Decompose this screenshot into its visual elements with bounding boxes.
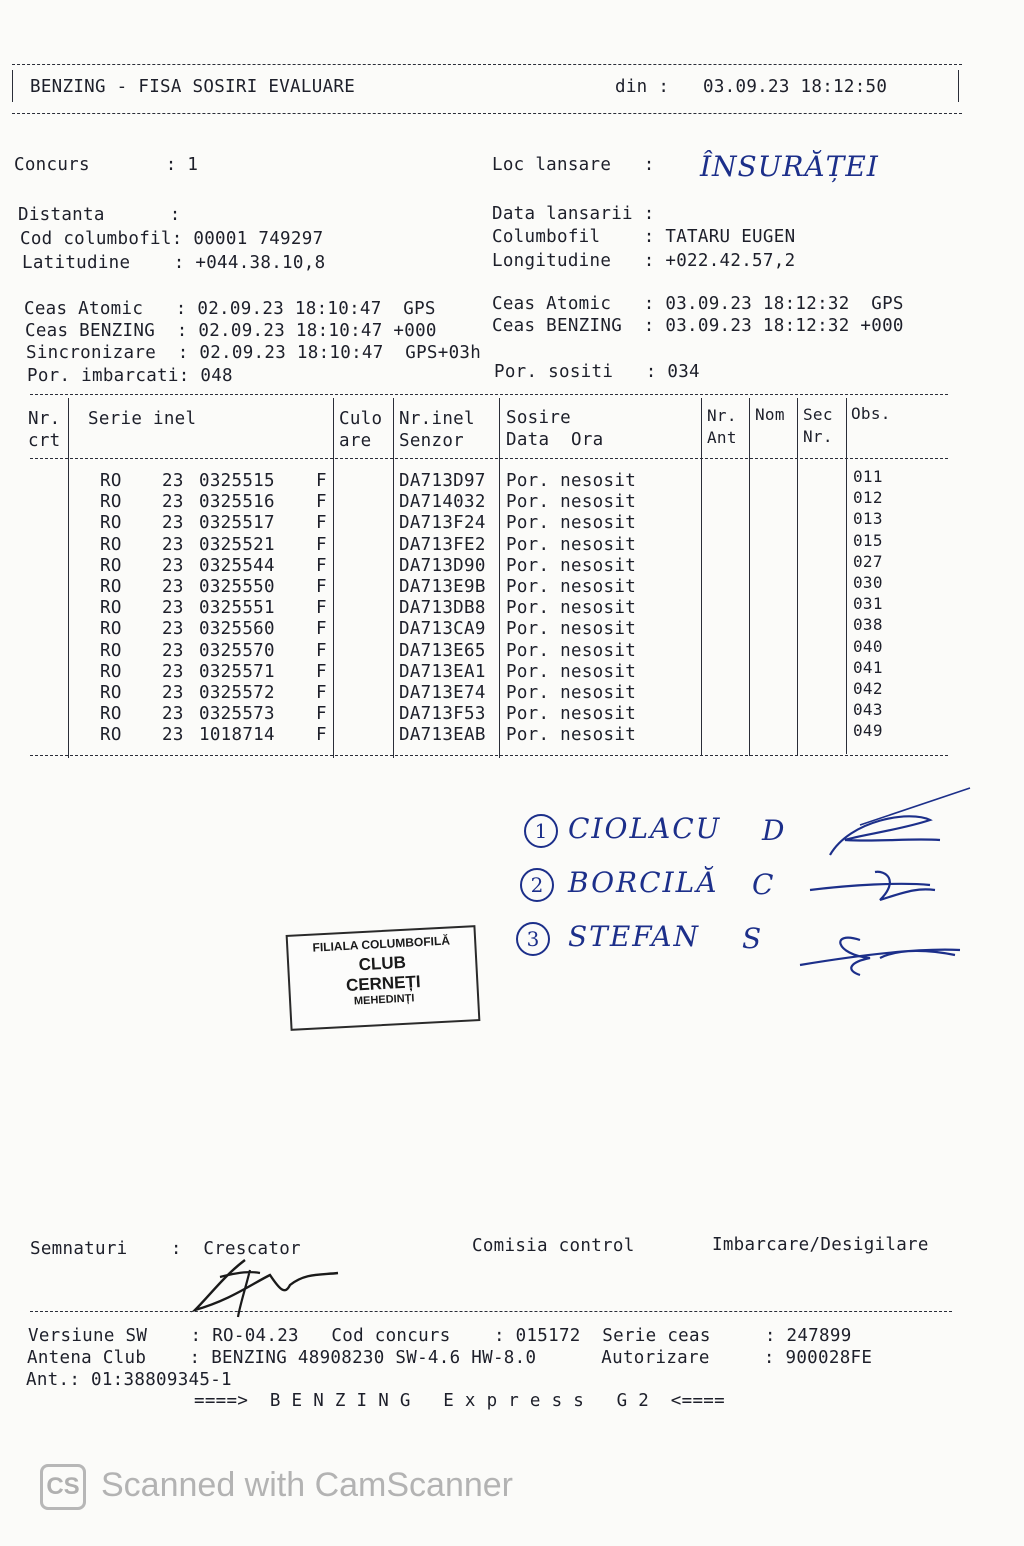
header-data-ora: Data Ora — [506, 430, 604, 450]
date-label: din : — [615, 77, 670, 97]
obs-cell: 043 — [853, 700, 883, 720]
ring-year-cell: 23 — [162, 683, 184, 703]
sex-cell: F — [316, 704, 327, 725]
ring-number-cell: 0325573 — [199, 704, 275, 725]
header-obs: Obs. — [851, 404, 891, 423]
ring-country-cell: RO — [100, 577, 122, 597]
table-row — [0, 615, 1000, 640]
senzor-cell: DA713D90 — [399, 555, 486, 576]
sex-cell: F — [316, 725, 327, 746]
ring-country-cell: RO — [100, 640, 122, 661]
obs-cell: 030 — [853, 573, 883, 592]
obs-cell: 038 — [853, 615, 883, 635]
ring-country-cell: RO — [100, 492, 122, 513]
ring-number-cell: 0325551 — [199, 598, 275, 619]
sosire-cell: Por. nesosit — [506, 555, 637, 576]
obs-cell: 040 — [853, 636, 883, 656]
table-row — [0, 530, 1000, 556]
imbarcare-label: Imbarcare/Desigilare — [712, 1235, 929, 1255]
stamp-line-2: CLUB — [358, 952, 407, 974]
ceas-atomic-end: Ceas Atomic : 03.09.23 18:12:32 GPS — [492, 294, 904, 314]
camscanner-watermark: Scanned with CamScanner — [101, 1466, 514, 1504]
ring-number-cell: 1018714 — [199, 725, 275, 746]
table-header-border — [30, 458, 948, 459]
entry-name: STEFAN — [568, 920, 701, 953]
sosire-cell: Por. nesosit — [506, 471, 637, 491]
por-imbarcati-field: Por. imbarcati: 048 — [27, 366, 233, 386]
header-sosire: Sosire — [506, 408, 572, 428]
header-bottom-border — [12, 113, 962, 114]
table-row — [0, 636, 1000, 662]
ring-year-cell: 23 — [162, 598, 184, 619]
sex-cell: F — [316, 471, 327, 491]
stamp-line-4: MEHEDINȚI — [353, 992, 415, 1008]
sex-cell: F — [316, 661, 327, 682]
ring-number-cell: 0325571 — [199, 661, 275, 682]
sosire-cell: Por. nesosit — [506, 619, 637, 640]
header-nom: Nom — [755, 405, 785, 424]
entry-letter: C — [752, 868, 774, 901]
camscanner-logo — [40, 1464, 86, 1510]
header-nr-crt-2: crt — [28, 431, 61, 451]
ring-number-cell: 0325572 — [199, 683, 275, 703]
obs-cell: 012 — [853, 488, 883, 508]
concurs-field: Concurs : 1 — [14, 155, 199, 175]
antena-line: Antena Club : BENZING 48908230 SW-4.6 HW-8.0 Autorizare : 900028FE — [27, 1348, 873, 1368]
entry-letter: S — [742, 922, 762, 955]
table-row — [0, 488, 1000, 513]
loc-lansare-handwritten: ÎNSURĂȚEI — [700, 150, 879, 183]
table-row — [0, 679, 1000, 704]
sosire-cell: Por. nesosit — [506, 534, 637, 555]
header-nr-ant-2: Ant — [707, 428, 737, 447]
comisia-control-label: Comisia control — [472, 1236, 635, 1256]
camscanner-logo-text: CS — [46, 1473, 80, 1500]
entry-number-circle: 1 — [524, 814, 558, 848]
ring-number-cell: 0325544 — [199, 555, 275, 576]
header-nr-ant-1: Nr. — [707, 406, 737, 425]
table-row — [0, 594, 1000, 619]
obs-cell: 049 — [853, 721, 883, 741]
sosire-cell: Por. nesosit — [506, 683, 637, 703]
table-top-border — [30, 394, 948, 395]
ring-year-cell: 23 — [162, 492, 184, 513]
ring-country-cell: RO — [100, 619, 122, 640]
table-row — [0, 509, 1000, 534]
ring-country-cell: RO — [100, 513, 122, 534]
columbofil-field: Columbofil : TATARU EUGEN — [492, 227, 796, 247]
ring-country-cell: RO — [100, 661, 122, 682]
sosire-cell: Por. nesosit — [506, 492, 637, 513]
table-row — [0, 467, 1000, 492]
senzor-cell: DA713EA1 — [399, 661, 486, 682]
senzor-cell: DA713F53 — [399, 704, 486, 725]
sex-cell: F — [316, 492, 327, 513]
senzor-cell: DA713E74 — [399, 683, 486, 703]
header-serie-inel: Serie inel — [88, 409, 197, 429]
sosire-cell: Por. nesosit — [506, 513, 637, 534]
ring-year-cell: 23 — [162, 471, 184, 491]
sex-cell: F — [316, 683, 327, 703]
sex-cell: F — [316, 598, 327, 619]
longitudine-field: Longitudine : +022.42.57,2 — [492, 251, 796, 271]
ring-number-cell: 0325516 — [199, 492, 275, 513]
latitudine-field: Latitudine : +044.38.10,8 — [22, 253, 326, 273]
table-row — [0, 721, 1000, 746]
ring-year-cell: 23 — [162, 619, 184, 640]
senzor-cell: DA713E9B — [399, 577, 486, 597]
obs-cell: 041 — [853, 657, 883, 677]
sosire-cell: Por. nesosit — [506, 640, 637, 661]
ring-year-cell: 23 — [162, 577, 184, 597]
loc-lansare-label: Loc lansare : — [492, 155, 655, 175]
senzor-cell: DA713F24 — [399, 513, 486, 534]
ring-number-cell: 0325515 — [199, 471, 275, 491]
sex-cell: F — [316, 555, 327, 576]
entry-name: CIOLACU — [568, 812, 722, 845]
ring-country-cell: RO — [100, 534, 122, 555]
page-title: BENZING - FISA SOSIRI EVALUARE — [30, 77, 356, 97]
sex-cell: F — [316, 534, 327, 555]
senzor-cell: DA713DB8 — [399, 598, 486, 619]
ceas-atomic-start: Ceas Atomic : 02.09.23 18:10:47 GPS — [24, 299, 436, 319]
obs-cell: 011 — [853, 467, 883, 486]
data-lansarii-field: Data lansarii : — [492, 204, 655, 224]
senzor-cell: DA714032 — [399, 492, 486, 513]
table-row — [0, 657, 1000, 683]
ring-year-cell: 23 — [162, 640, 184, 661]
sex-cell: F — [316, 513, 327, 534]
header-nr-crt-1: Nr. — [28, 409, 61, 429]
ring-country-cell: RO — [100, 683, 122, 703]
benzing-express-line: ====> B E N Z I N G E x p r e s s G 2 <==== — [194, 1391, 725, 1411]
table-row — [0, 700, 1000, 725]
ceas-benzing-end: Ceas BENZING : 03.09.23 18:12:32 +000 — [492, 316, 904, 336]
sex-cell: F — [316, 577, 327, 597]
crescator-signature — [190, 1255, 350, 1325]
entry-number-circle: 2 — [520, 868, 554, 902]
por-sositi-field: Por. sositi : 034 — [494, 362, 700, 382]
header-left-border — [12, 70, 13, 102]
header-top-border — [12, 64, 962, 65]
obs-cell: 031 — [853, 594, 883, 614]
ring-country-cell: RO — [100, 704, 122, 725]
header-nr-inel: Nr.inel — [399, 409, 475, 429]
ring-country-cell: RO — [100, 471, 122, 491]
cod-columbofil-field: Cod columbofil: 00001 749297 — [20, 229, 324, 249]
ring-number-cell: 0325517 — [199, 513, 275, 534]
sosire-cell: Por. nesosit — [506, 661, 637, 682]
versiune-line: Versiune SW : RO-04.23 Cod concurs : 015172 Serie ceas : 247899 — [28, 1326, 852, 1346]
club-stamp — [286, 925, 481, 1031]
ring-year-cell: 23 — [162, 534, 184, 555]
ring-country-cell: RO — [100, 598, 122, 619]
senzor-cell: DA713D97 — [399, 471, 486, 491]
ring-number-cell: 0325560 — [199, 619, 275, 640]
entry-letter: D — [762, 814, 785, 847]
sex-cell: F — [316, 640, 327, 661]
footer-separator — [30, 1311, 952, 1312]
semnaturi-label: Semnaturi : Crescator — [30, 1239, 301, 1259]
senzor-cell: DA713EAB — [399, 725, 486, 746]
senzor-cell: DA713CA9 — [399, 619, 486, 640]
ring-year-cell: 23 — [162, 555, 184, 576]
obs-cell: 042 — [853, 679, 883, 698]
header-sec: Sec — [803, 405, 833, 424]
entry-name: BORCILĂ — [568, 866, 719, 899]
ring-number-cell: 0325521 — [199, 534, 275, 555]
distanta-field: Distanta : — [18, 205, 181, 225]
ceas-benzing-start: Ceas BENZING : 02.09.23 18:10:47 +000 — [25, 321, 437, 341]
ring-year-cell: 23 — [162, 661, 184, 682]
sosire-cell: Por. nesosit — [506, 598, 637, 619]
sex-cell: F — [316, 619, 327, 640]
ant-line: Ant.: 01:38809345-1 — [26, 1370, 232, 1390]
stamp-line-3: CERNEȚI — [345, 972, 422, 996]
senzor-cell: DA713E65 — [399, 640, 486, 661]
date-value: 03.09.23 18:12:50 — [703, 77, 888, 97]
signature-marks — [790, 780, 980, 980]
obs-cell: 027 — [853, 551, 883, 571]
obs-cell: 013 — [853, 509, 883, 529]
ring-year-cell: 23 — [162, 513, 184, 534]
sincronizare-field: Sincronizare : 02.09.23 18:10:47 GPS+03h — [26, 343, 482, 363]
sosire-cell: Por. nesosit — [506, 704, 637, 725]
stamp-line-1: FILIALA COLUMBOFILĂ — [312, 933, 451, 955]
header-right-border — [958, 70, 959, 102]
ring-year-cell: 23 — [162, 725, 184, 746]
table-row — [0, 573, 1000, 598]
ring-year-cell: 23 — [162, 704, 184, 725]
header-senzor: Senzor — [399, 431, 465, 451]
ring-number-cell: 0325570 — [199, 640, 275, 661]
header-sec-nr: Nr. — [803, 427, 833, 446]
table-bottom-border — [30, 755, 948, 756]
entry-number-circle: 3 — [516, 922, 550, 956]
table-row — [0, 551, 1000, 577]
ring-country-cell: RO — [100, 555, 122, 576]
sosire-cell: Por. nesosit — [506, 725, 637, 746]
ring-number-cell: 0325550 — [199, 577, 275, 597]
senzor-cell: DA713FE2 — [399, 534, 486, 555]
obs-cell: 015 — [853, 530, 883, 550]
sosire-cell: Por. nesosit — [506, 577, 637, 597]
header-culoare-2: are — [339, 431, 372, 451]
ring-country-cell: RO — [100, 725, 122, 746]
header-culoare-1: Culo — [339, 409, 383, 429]
